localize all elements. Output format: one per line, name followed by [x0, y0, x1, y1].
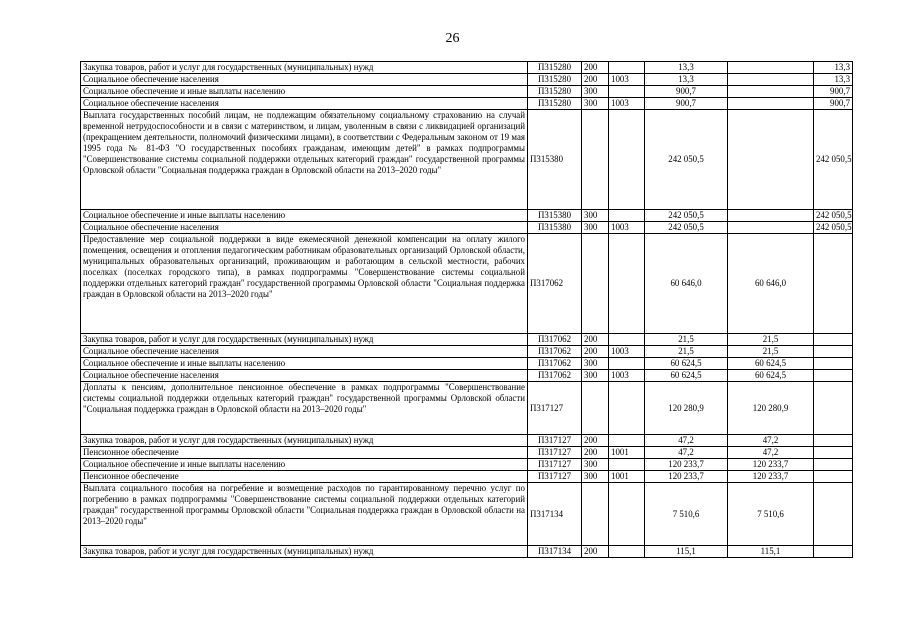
row-section: [609, 210, 645, 222]
row-name: Социальное обеспечение населения: [81, 74, 528, 86]
row-name: Закупка товаров, работ и услуг для государственных (муниципальных) нужд: [81, 435, 528, 447]
row-amount-3: 242 050,5: [814, 210, 853, 222]
row-section: 1001: [609, 471, 645, 483]
row-amount-2: 120 233,7: [728, 471, 814, 483]
row-amount-1: 47,2: [645, 435, 728, 447]
row-expense-type: 300: [582, 370, 609, 382]
row-code: П315280: [528, 62, 582, 74]
row-code: П317127: [528, 471, 582, 483]
row-expense-type: 200: [582, 74, 609, 86]
row-section: [609, 358, 645, 370]
row-amount-1: 900,7: [645, 98, 728, 110]
row-name: Выплата государственных пособий лицам, не подлежащим обязательному социальному страхованию на случай временной нетрудоспособности и в связи с материнством, и лицам, уволенным в связи с ликвидацией организаций (прекращением деятельности, полномочий физическими лицами), в соответствии с Федеральным законом от 19 мая 1995 года № 81-ФЗ "О государственных пособиях гражданам, имеющим детей" в рамках подпрограммы "Совершенствование системы социальной поддержки отдельных категорий граждан" государственной программы Орловской области "Социальная поддержка граждан в Орловской области на 2013–2020 годы": [81, 110, 528, 210]
row-expense-type: 300: [582, 358, 609, 370]
row-section: 1003: [609, 346, 645, 358]
row-amount-2: 47,2: [728, 447, 814, 459]
row-amount-2: 60 624,5: [728, 358, 814, 370]
row-amount-3: [814, 435, 853, 447]
table-row: [81, 370, 853, 382]
row-expense-type: 200: [582, 546, 609, 558]
row-amount-2: 115,1: [728, 546, 814, 558]
table-row: [81, 471, 853, 483]
row-code: П317062: [528, 346, 582, 358]
row-section: [609, 459, 645, 471]
row-amount-1: 7 510,6: [645, 483, 728, 546]
row-code: П317062: [528, 358, 582, 370]
row-amount-3: [814, 471, 853, 483]
table-row: [81, 74, 853, 86]
table-row: [81, 98, 853, 110]
row-name: Социальное обеспечение населения: [81, 98, 528, 110]
table-row: [81, 86, 853, 98]
row-amount-3: [814, 234, 853, 334]
row-amount-1: 60 646,0: [645, 234, 728, 334]
row-name: Социальное обеспечение населения: [81, 370, 528, 382]
row-amount-1: 900,7: [645, 86, 728, 98]
row-amount-3: 13,3: [814, 74, 853, 86]
row-amount-3: [814, 483, 853, 546]
row-amount-1: 60 624,5: [645, 370, 728, 382]
row-amount-3: 13,3: [814, 62, 853, 74]
row-code: П317062: [528, 370, 582, 382]
row-code: П317127: [528, 447, 582, 459]
table-row: [81, 222, 853, 234]
row-section: [609, 234, 645, 334]
row-expense-type: [582, 110, 609, 210]
row-expense-type: 200: [582, 346, 609, 358]
row-name: Закупка товаров, работ и услуг для государственных (муниципальных) нужд: [81, 334, 528, 346]
row-expense-type: [582, 483, 609, 546]
row-amount-2: [728, 74, 814, 86]
table-row: [81, 483, 853, 546]
row-amount-3: [814, 334, 853, 346]
row-section: [609, 86, 645, 98]
row-expense-type: 200: [582, 447, 609, 459]
row-name: Выплата социального пособия на погребение и возмещение расходов по гарантированному перечню услуг по погребению в рамках подпрограммы "Совершенствование системы социальной поддержки отдельных категорий граждан" государственной программы Орловской области "Социальная поддержка граждан в Орловской области на 2013–2020 годы": [81, 483, 528, 546]
row-amount-1: 21,5: [645, 334, 728, 346]
row-section: 1003: [609, 222, 645, 234]
row-amount-2: 21,5: [728, 334, 814, 346]
row-amount-2: [728, 62, 814, 74]
row-amount-2: [728, 110, 814, 210]
row-code: П317127: [528, 382, 582, 435]
table-row: [81, 210, 853, 222]
row-amount-3: [814, 546, 853, 558]
row-expense-type: 300: [582, 86, 609, 98]
row-amount-2: [728, 210, 814, 222]
row-expense-type: [582, 234, 609, 334]
row-amount-2: 120 233,7: [728, 459, 814, 471]
row-amount-3: [814, 370, 853, 382]
row-amount-2: 47,2: [728, 435, 814, 447]
table-row: [81, 459, 853, 471]
row-amount-2: [728, 86, 814, 98]
row-name: Социальное обеспечение и иные выплаты населению: [81, 358, 528, 370]
row-section: [609, 546, 645, 558]
row-amount-1: 21,5: [645, 346, 728, 358]
row-section: [609, 382, 645, 435]
row-name: Пенсионное обеспечение: [81, 447, 528, 459]
row-section: 1003: [609, 98, 645, 110]
budget-table: [80, 61, 853, 558]
table-row: [81, 234, 853, 334]
table-row: [81, 447, 853, 459]
row-code: П315280: [528, 98, 582, 110]
row-name: Закупка товаров, работ и услуг для государственных (муниципальных) нужд: [81, 546, 528, 558]
row-name: Доплаты к пенсиям, дополнительное пенсионное обеспечение в рамках подпрограммы "Совершенствование системы социальной поддержки отдельных категорий граждан" государственной программы Орловской области "Социальная поддержка граждан в Орловской области на 2013–2020 годы": [81, 382, 528, 435]
row-code: П317127: [528, 459, 582, 471]
table-row: [81, 546, 853, 558]
row-amount-1: 242 050,5: [645, 210, 728, 222]
row-amount-1: 242 050,5: [645, 222, 728, 234]
row-expense-type: 300: [582, 210, 609, 222]
row-expense-type: 200: [582, 62, 609, 74]
row-amount-2: 21,5: [728, 346, 814, 358]
page-number: 26: [445, 31, 460, 46]
row-amount-3: 900,7: [814, 98, 853, 110]
row-section: [609, 110, 645, 210]
table-row: [81, 346, 853, 358]
row-amount-1: 120 233,7: [645, 471, 728, 483]
row-expense-type: 300: [582, 459, 609, 471]
table-row: [81, 62, 853, 74]
row-section: [609, 334, 645, 346]
row-amount-3: [814, 459, 853, 471]
row-section: [609, 62, 645, 74]
row-name: Социальное обеспечение населения: [81, 222, 528, 234]
row-amount-1: 13,3: [645, 62, 728, 74]
row-amount-3: 900,7: [814, 86, 853, 98]
row-amount-2: [728, 98, 814, 110]
row-amount-1: 13,3: [645, 74, 728, 86]
row-amount-3: [814, 447, 853, 459]
row-amount-3: 242 050,5: [814, 110, 853, 210]
row-code: П317062: [528, 334, 582, 346]
row-expense-type: 200: [582, 334, 609, 346]
row-amount-3: [814, 358, 853, 370]
row-section: 1003: [609, 370, 645, 382]
row-amount-1: 120 280,9: [645, 382, 728, 435]
row-name: Социальное обеспечение и иные выплаты населению: [81, 210, 528, 222]
row-name: Социальное обеспечение и иные выплаты населению: [81, 86, 528, 98]
row-amount-2: 7 510,6: [728, 483, 814, 546]
row-amount-1: 242 050,5: [645, 110, 728, 210]
table-row: [81, 110, 853, 210]
table-row: [81, 382, 853, 435]
row-amount-1: 60 624,5: [645, 358, 728, 370]
row-name: Пенсионное обеспечение: [81, 471, 528, 483]
row-code: П315380: [528, 222, 582, 234]
row-expense-type: 300: [582, 222, 609, 234]
row-expense-type: 300: [582, 98, 609, 110]
row-name: Закупка товаров, работ и услуг для государственных (муниципальных) нужд: [81, 62, 528, 74]
row-amount-1: 47,2: [645, 447, 728, 459]
row-expense-type: [582, 382, 609, 435]
row-name: Предоставление мер социальной поддержки в виде ежемесячной денежной компенсации на оплату жилого помещения, освещения и отопления педагогическим работникам образовательных организаций Орловской области, муниципальных образовательных организаций, проживающим и работающим в сельской местности, рабочих поселках (поселках городского типа), в рамках подпрограммы "Совершенствование системы социальной поддержки отдельных категорий граждан" государственной программы Орловской области "Социальная поддержка граждан в Орловской области на 2013–2020 годы": [81, 234, 528, 334]
row-code: П315280: [528, 74, 582, 86]
row-amount-2: 60 646,0: [728, 234, 814, 334]
row-section: 1001: [609, 447, 645, 459]
row-section: [609, 435, 645, 447]
row-amount-1: 120 233,7: [645, 459, 728, 471]
row-expense-type: 300: [582, 471, 609, 483]
row-code: П317134: [528, 546, 582, 558]
row-code: П315380: [528, 110, 582, 210]
row-code: П315380: [528, 210, 582, 222]
row-code: П317127: [528, 435, 582, 447]
row-name: Социальное обеспечение и иные выплаты населению: [81, 459, 528, 471]
row-code: П315280: [528, 86, 582, 98]
row-amount-3: [814, 346, 853, 358]
table-row: [81, 435, 853, 447]
row-code: П317062: [528, 234, 582, 334]
row-section: [609, 483, 645, 546]
row-amount-3: 242 050,5: [814, 222, 853, 234]
row-expense-type: 200: [582, 435, 609, 447]
row-section: 1003: [609, 74, 645, 86]
row-amount-3: [814, 382, 853, 435]
row-name: Социальное обеспечение населения: [81, 346, 528, 358]
row-amount-2: 120 280,9: [728, 382, 814, 435]
table-row: [81, 358, 853, 370]
row-code: П317134: [528, 483, 582, 546]
table-row: [81, 334, 853, 346]
row-amount-2: [728, 222, 814, 234]
row-amount-2: 60 624,5: [728, 370, 814, 382]
row-amount-1: 115,1: [645, 546, 728, 558]
